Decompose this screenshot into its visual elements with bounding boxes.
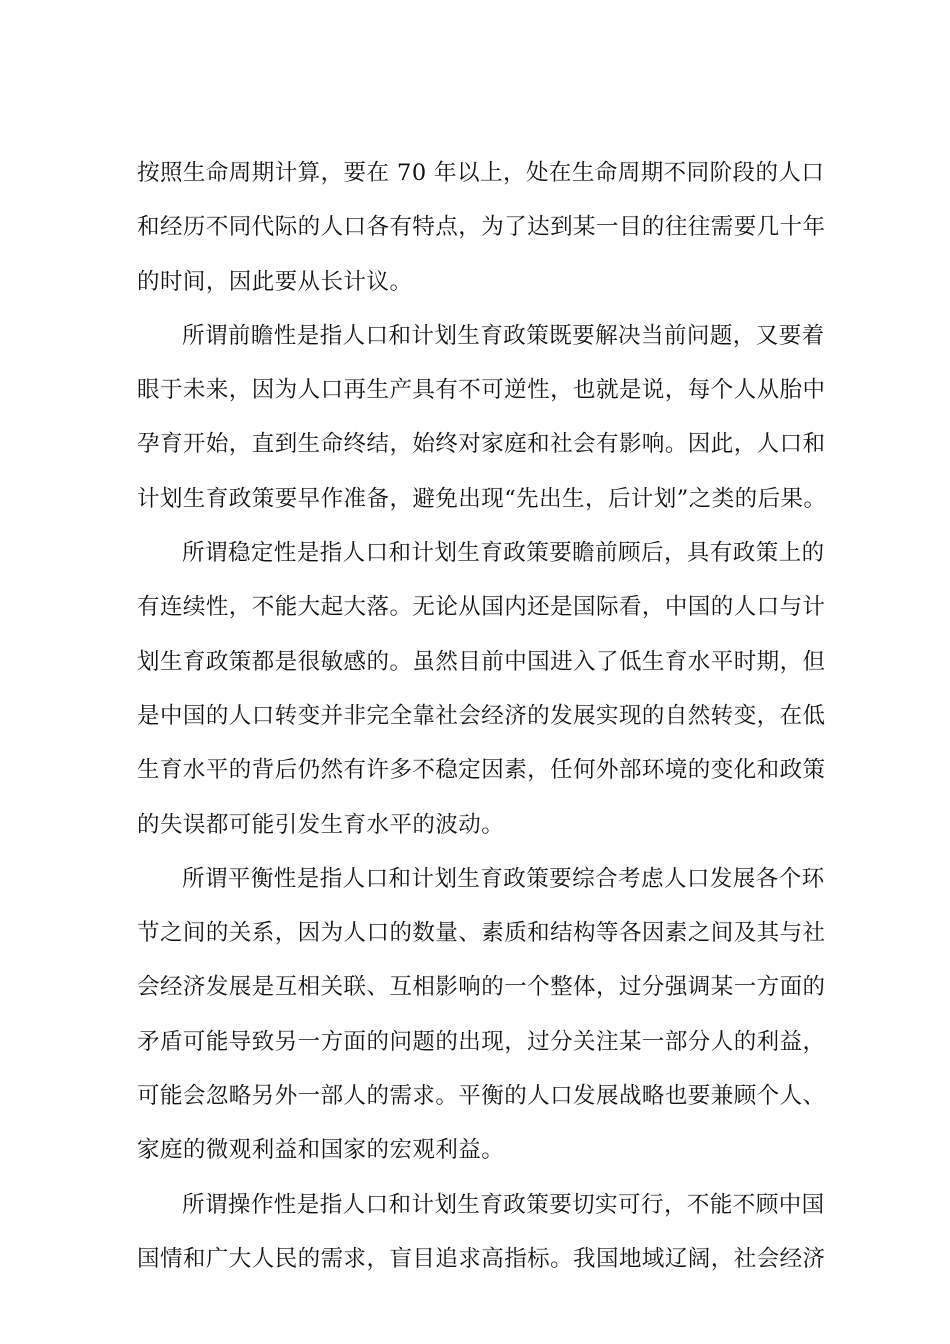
paragraph-lifecycle (137, 150, 826, 313)
text-line: 的时间，因此要从长计议。 (137, 268, 413, 295)
paragraph-operability (137, 1182, 826, 1291)
text-line: 和经历不同代际的人口各有特点，为了达到某一目的往往需要几十年 (137, 214, 826, 241)
document-body (137, 150, 827, 1290)
text-line: 按照生命周期计算，要在 70 年以上，处在生命周期不同阶段的人口 (137, 160, 825, 186)
paragraph-balance (137, 856, 826, 1182)
text-line: 的失误都可能引发生育水平的波动。 (137, 811, 505, 838)
text-line: 所谓前瞻性是指人口和计划生育政策既要解决当前问题，又要着 (182, 322, 825, 349)
text-line: 家庭的微观利益和国家的宏观利益。 (137, 1137, 505, 1164)
text-line: 所谓操作性是指人口和计划生育政策要切实可行，不能不顾中国 (182, 1191, 825, 1218)
text-line: 矛盾可能导致另一方面的问题的出现，过分关注某一部分人的利益， (137, 1028, 826, 1055)
text-line: 划生育政策都是很敏感的。虽然目前中国进入了低生育水平时期，但 (137, 648, 826, 675)
text-line: 是中国的人口转变并非完全靠社会经济的发展实现的自然转变，在低 (137, 702, 826, 729)
paragraph-foresight (137, 313, 827, 530)
text-line: 所谓平衡性是指人口和计划生育政策要综合考虑人口发展各个环 (182, 865, 825, 892)
text-line: 节之间的关系，因为人口的数量、素质和结构等各因素之间及其与社 (137, 920, 826, 947)
text-line: 国情和广大人民的需求，盲目追求高指标。我国地域辽阔，社会经济 (137, 1245, 826, 1272)
text-line: 孕育开始，直到生命终结，始终对家庭和社会有影响。因此，人口和 (137, 431, 826, 458)
text-line: 可能会忽略另外一部人的需求。平衡的人口发展战略也要兼顾个人、 (137, 1083, 826, 1110)
text-line: 有连续性，不能大起大落。无论从国内还是国际看，中国的人口与计 (137, 594, 826, 621)
text-line: 计划生育政策要早作准备，避免出现“先出生，后计划”之类的后果。 (137, 485, 827, 512)
text-line: 生育水平的背后仍然有许多不稳定因素，任何外部环境的变化和政策 (137, 757, 826, 784)
text-line: 眼于未来，因为人口再生产具有不可逆性，也就是说，每个人从胎中 (137, 377, 826, 404)
text-line: 会经济发展是互相关联、互相影响的一个整体，过分强调某一方面的 (137, 974, 826, 1001)
text-line: 所谓稳定性是指人口和计划生育政策要瞻前顾后，具有政策上的 (182, 540, 825, 567)
paragraph-stability (137, 530, 826, 856)
